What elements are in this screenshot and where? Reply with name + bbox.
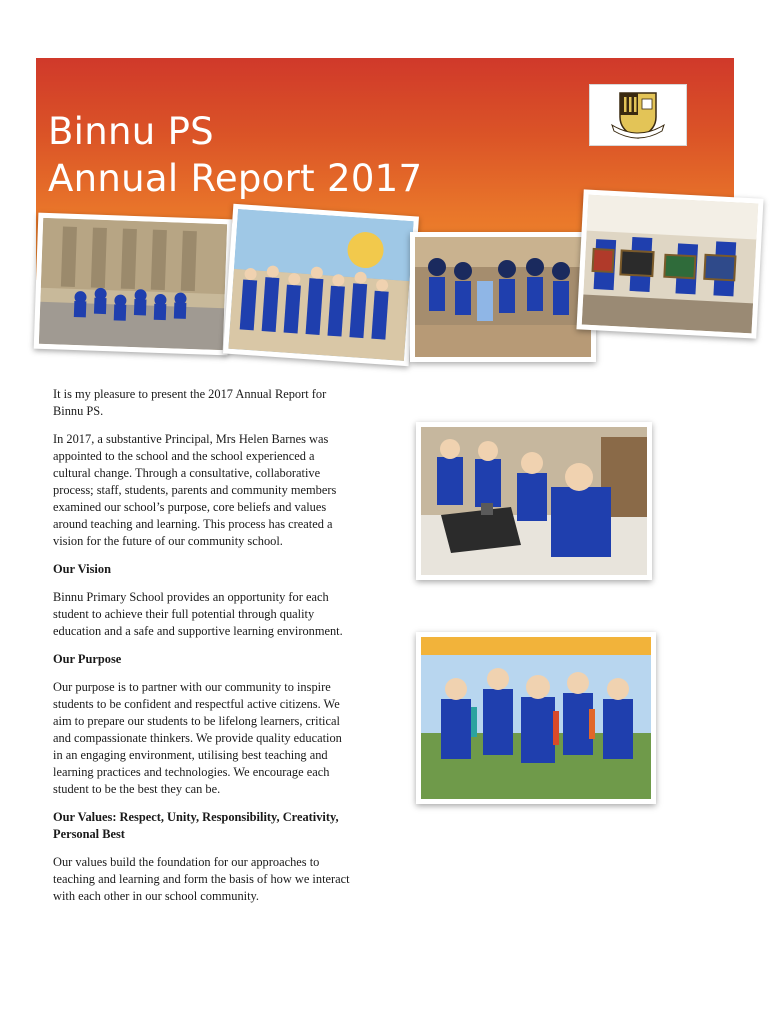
intro-paragraph: It is my pleasure to present the 2017 Annual Report for Binnu PS. xyxy=(53,387,327,418)
principal-paragraph: In 2017, a substantive Principal, Mrs Helen Barnes was appointed to the school and the school experienced a cultural change. Through a consultative, collaborative process; staff, students, parents and community members examined our school’s purpose, core beliefs and values around teaching and learning. This process has created a vision for the future of our community school. xyxy=(53,432,337,548)
photo-students-with-ribbons xyxy=(416,632,656,804)
values-heading: Our Values: Respect, Unity, Responsibility, Creativity, Personal Best xyxy=(53,810,339,841)
vision-paragraph: Binnu Primary School provides an opportunity for each student to achieve their full potential through quality education and a safe and supportive learning environment. xyxy=(53,590,343,638)
purpose-paragraph: Our purpose is to partner with our community to inspire students to be confident and respectful active citizens. We aim to prepare our students to be lifelong learners, critical and compassionate thinkers. We provide quality education in an engaging environment, utilising best teaching and learning practices and technologies. We encourage each student to be the best they can be. xyxy=(53,680,342,796)
vision-heading: Our Vision xyxy=(53,562,111,576)
purpose-heading: Our Purpose xyxy=(53,652,122,666)
values-paragraph: Our values build the foundation for our approaches to teaching and learning and form the basis of how we interact with each other in our school community. xyxy=(53,855,350,903)
photo-students-with-artwork xyxy=(576,189,763,338)
photo-students-with-hats xyxy=(410,232,596,362)
photo-class-with-mural xyxy=(223,204,419,367)
photo-students-at-laptop xyxy=(416,422,652,580)
photo-students-on-steps xyxy=(34,213,233,356)
page-title xyxy=(48,108,422,202)
school-crest-logo xyxy=(589,84,687,146)
title-line-2: Annual Report 2017 xyxy=(48,157,423,200)
title-line-1: Binnu PS xyxy=(48,110,214,153)
report-body xyxy=(53,386,353,916)
